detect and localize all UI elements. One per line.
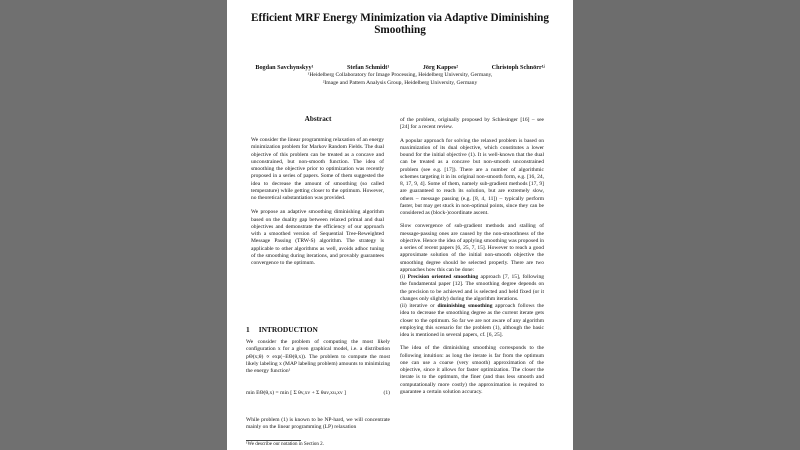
equation-number: (1) — [383, 390, 390, 396]
paper-page — [227, 0, 573, 450]
intro-paragraph-1 — [246, 339, 390, 375]
item-text: approach follows the idea to decrease the smoothing degree as the current iterate gets closer to the optimum. So far we are not aware of any algorithm employing this scenario for the problem (1), although the basic idea is mentioned in several papers, cf. [6, 25]. — [400, 303, 544, 338]
footnote-rule — [246, 440, 301, 441]
abstract-heading: Abstract — [304, 115, 332, 123]
intro-paragraph-2 — [246, 417, 390, 432]
paragraph-text: of the problem, originally proposed by Schlesinger [16] – see [24] for a recent review. — [400, 117, 544, 131]
abstract-body — [251, 137, 384, 267]
item-term: diminishing smoothing — [437, 303, 493, 309]
paragraph-text: A popular approach for solving the relaxed problem is based on maximization of its dual objective, which constitutes a lower bound for the initial objective (1). It is well-known that the dual can be treated as a concave but non-smooth unconstrained problem (see e.g. [17]). There are a number of algorithmic schemes targeting it in its original non-smooth form, e.g. [16, 24, 8, 17, 9, 4]. Some of them, namely sub-gradient methods [17, 9] are guaranteed to reach its solution, but are extremely slow, others – message passing (e.g. [8, 4, 11]) – typically perform faster, but may get stuck in non-optimal points, since they can be considered as (block-)coordinate ascent. — [400, 137, 544, 216]
author-name: Jörg Kappes² — [422, 64, 459, 71]
list-item-precision — [400, 274, 544, 303]
item-prefix: (i) — [400, 274, 408, 280]
item-text: approach [7, 15], following the fundamental paper [12]. The smoothing degree depends on the precision to be achieved and is selected and held fixed (or it changes only slightly) during the algorithm iterations. — [400, 274, 544, 302]
paragraph-text: We consider the problem of computing the most likely configuration x for a given graphical model, i.e. a distribution pΘ(x;θ) ∝ exp(−EΘ(θ,x)). The problem to compute the most likely labeling x (MAP labeling problem) amounts to minimizing the energy function¹ — [246, 339, 390, 374]
right-paragraph-0 — [400, 117, 544, 396]
affiliation-2: ²Image and Pattern Analysis Group, Heidelberg University, Germany — [322, 80, 478, 86]
paragraph-text: While problem (1) is known to be NP-hard, we will concentrate mainly on the linear programming (LP) relaxation — [246, 417, 390, 431]
author-name: Stefan Schmidt¹ — [346, 64, 390, 71]
affiliation-1: ¹Heidelberg Collaboratory for Image Processing, Heidelberg University, Germany, — [307, 72, 493, 78]
section-title: INTRODUCTION — [258, 325, 318, 334]
paragraph-text: The idea of the diminishing smoothing corresponds to the following intuition: as long the iterate is far from the optimum one can use a coarse (very smooth) approximation of the objective, since it allows for faster optimization. The closer the iterate is to the optimum, the finer (and thus less smooth and computationally more costly) the approximation is required to guarantee a certain solution accuracy. — [400, 345, 544, 395]
author-name: Christoph Schnörr¹ʲ — [491, 64, 545, 71]
author-name: Bogdan Savchynskyy¹ — [255, 64, 314, 71]
item-prefix: (ii) iterative or — [400, 303, 438, 309]
left-margin-bar — [0, 0, 227, 450]
paper-title: Efficient MRF Energy Minimization via Adaptive Diminishing Smoothing — [251, 12, 549, 36]
footnote: ¹We describe our notation in Section 2. — [246, 442, 324, 447]
equation-1 — [246, 390, 390, 396]
section-number: 1 — [246, 325, 250, 334]
equation-body: min EΘ(θ,x) = min [ Σ θv,xv + Σ θuv,xu,xv ] — [246, 390, 346, 396]
list-item-diminishing — [400, 303, 544, 339]
item-term: Precision oriented smoothing — [407, 274, 479, 280]
abstract-paragraph: We propose an adaptive smoothing diminishing algorithm based on the duality gap between relaxed primal and dual objectives and demonstrate the efficiency of our approach with a smoothed version of Sequential Tree-Reweighted Message Passing (TRW-S) algorithm. The strategy is applicable to other algorithms as well, avoids adhoc tuning of the smoothing during iterations, and provably guarantees convergence to the optimum. — [251, 209, 384, 266]
paragraph-text: Slow convergence of sub-gradient methods and stalling of message-passing ones are caused by the non-smoothness of the objective. Hence the idea of applying smoothing was proposed in a series of recent papers [6, 25, 7, 15]. However to reach a good approximate solution of the initial non-smooth objective the smoothing degree should be selected properly. There are two approaches how this can be done: — [400, 223, 544, 273]
author-list — [227, 64, 573, 71]
right-margin-bar — [573, 0, 800, 450]
abstract-paragraph: We consider the linear programming relaxation of an energy minimization problem for Markov Random Fields. The dual objective of this problem can be treated as a concave and unconstrained, but non-smooth function. The idea of smoothing the objective prior to optimization was recently proposed in a series of papers. Some of them suggested the idea to decrease the amount of smoothing (so called temperature) while getting closer to the optimum. However, no theoretical substantiation was provided. — [251, 137, 384, 201]
section-heading — [246, 325, 318, 334]
